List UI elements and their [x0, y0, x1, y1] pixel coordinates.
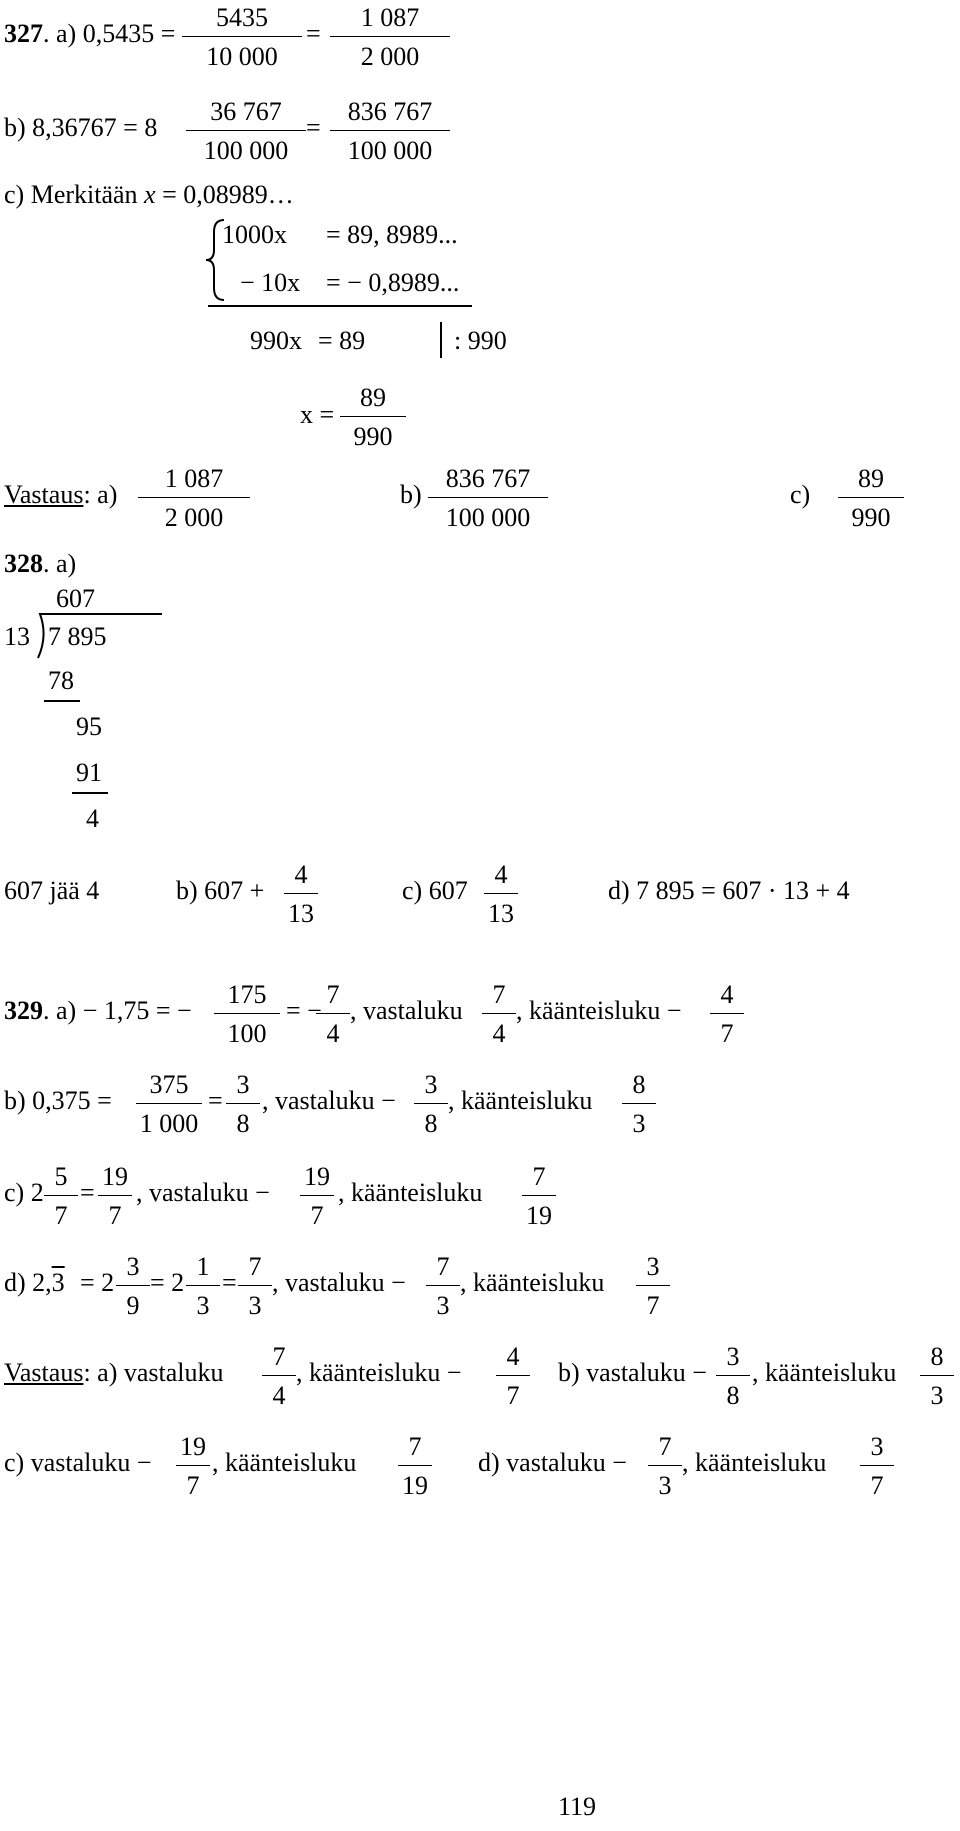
p329-c-frac1 — [44, 1159, 78, 1232]
p329-ans2-ck-frac — [398, 1429, 432, 1502]
numerator: 8 — [920, 1339, 954, 1376]
p329-a-v: , vastaluku — [350, 996, 463, 1025]
p327-c-lead: c) Merkitään — [4, 180, 138, 209]
p327-b-lead: b) 8,36767 = 8 — [4, 113, 158, 142]
denominator: 19 — [402, 1471, 428, 1500]
denominator: 13 — [488, 899, 514, 928]
denominator: 3 — [658, 1471, 672, 1500]
p329-d-eq2: = 2 — [150, 1268, 185, 1297]
numerator: 19 — [300, 1159, 334, 1196]
p327-c-line — [4, 180, 294, 210]
denominator: 7 — [506, 1381, 520, 1410]
denominator: 100 000 — [347, 136, 433, 165]
p329-ans2-d: d) vastaluku − — [478, 1448, 627, 1477]
problem-number: 328 — [4, 549, 43, 578]
repeating-digit: 3 — [51, 1268, 65, 1297]
p329-b-frac1 — [136, 1067, 202, 1140]
p329-ans1-b-frac — [716, 1339, 750, 1412]
numerator: 8 — [622, 1067, 656, 1104]
numerator: 4 — [284, 857, 318, 894]
p329-d-frac2 — [186, 1249, 220, 1322]
denominator: 100 000 — [445, 503, 531, 532]
numerator: 3 — [414, 1067, 448, 1104]
denominator: 7 — [720, 1019, 734, 1048]
p329-c-v: , vastaluku − — [136, 1178, 270, 1207]
denominator: 8 — [726, 1381, 740, 1410]
p329-ans2-dk: , käänteisluku — [682, 1448, 827, 1477]
p327-b-eq: = — [306, 113, 321, 142]
p329-c-eq: = — [80, 1178, 95, 1207]
p327-answer-c-frac — [838, 461, 904, 534]
denominator: 2 000 — [360, 42, 420, 71]
denominator: 3 — [248, 1291, 262, 1320]
numerator: 19 — [176, 1429, 210, 1466]
p327-sys2-lhs: − 10x — [240, 268, 301, 297]
numerator: 7 — [522, 1159, 556, 1196]
answer-label: Vastaus — [4, 480, 84, 509]
numerator: 1 — [186, 1249, 220, 1286]
numerator: 19 — [98, 1159, 132, 1196]
denominator: 8 — [424, 1109, 438, 1138]
p327-res-rhs: = 89 — [318, 326, 366, 355]
numerator: 3 — [636, 1249, 670, 1286]
p329-d-v: , vastaluku − — [272, 1268, 406, 1297]
p329-b-vfrac — [414, 1067, 448, 1140]
numerator: 175 — [214, 977, 280, 1014]
denominator: 7 — [310, 1201, 324, 1230]
numerator: 1 087 — [138, 461, 250, 498]
p329-a-frac2 — [316, 977, 350, 1050]
p327-b-frac2 — [330, 94, 450, 167]
p327-a-eq: = — [306, 19, 321, 48]
problem-number: 327 — [4, 19, 43, 48]
denominator: 3 — [436, 1291, 450, 1320]
division-divisor: 13 — [4, 622, 30, 651]
p329-c-k: , käänteisluku — [338, 1178, 483, 1207]
p328-res-a: 607 jää 4 — [4, 876, 100, 905]
division-dividend: 7 895 — [48, 622, 107, 651]
p329-a-eq: = − — [286, 996, 322, 1025]
p327-b-frac1 — [186, 94, 306, 167]
p329-d-frac1 — [116, 1249, 150, 1322]
p329-ans2-c: c) vastaluku − — [4, 1448, 152, 1477]
p327-a-lead: . a) 0,5435 = — [43, 19, 176, 48]
denominator: 13 — [288, 899, 314, 928]
p327-a-line — [4, 19, 175, 49]
p329-ans1-bk-frac — [920, 1339, 954, 1412]
numerator: 3 — [116, 1249, 150, 1286]
numerator: 36 767 — [186, 94, 306, 131]
p329-b-eq: = — [208, 1086, 223, 1115]
answer-a: : a) vastaluku — [83, 1358, 224, 1387]
p329-a-vfrac — [482, 977, 516, 1050]
p327-answer-c: c) — [790, 480, 811, 509]
p329-d-lead: d) 2, — [4, 1268, 52, 1297]
numerator: 7 — [648, 1429, 682, 1466]
numerator: 89 — [340, 380, 406, 417]
p329-ans1-a — [4, 1358, 224, 1388]
p329-ans2-dk-frac — [860, 1429, 894, 1502]
denominator: 7 — [646, 1291, 660, 1320]
system-sum-rule — [208, 305, 472, 307]
numerator: 836 767 — [330, 94, 450, 131]
p327-sys2-rhs: = − 0,8989... — [326, 268, 460, 297]
division-remainder1: 95 — [76, 712, 102, 741]
p327-res-op: : 990 — [454, 326, 507, 355]
numerator: 3 — [226, 1067, 260, 1104]
p327-answer-b: b) — [400, 480, 422, 509]
p327-sys1-rhs: = 89, 8989... — [326, 220, 458, 249]
denominator: 19 — [526, 1201, 552, 1230]
numerator: 7 — [262, 1339, 296, 1376]
operation-divider — [440, 322, 442, 358]
denominator: 1 000 — [139, 1109, 199, 1138]
p328-res-d: d) 7 895 = 607 · 13 + 4 — [608, 876, 850, 905]
p329-ans1-a-frac — [262, 1339, 296, 1412]
numerator: 5 — [44, 1159, 78, 1196]
p327-sys1-lhs: 1000x — [222, 220, 287, 249]
numerator: 7 — [482, 977, 516, 1014]
p329-ans2-ck: , käänteisluku — [212, 1448, 357, 1477]
denominator: 100 — [227, 1019, 267, 1048]
p329-b-frac2 — [226, 1067, 260, 1140]
p329-d-kfrac — [636, 1249, 670, 1322]
p329-a-kfrac — [710, 977, 744, 1050]
numerator: 7 — [398, 1429, 432, 1466]
p328-res-b: b) 607 + — [176, 876, 265, 905]
denominator: 7 — [870, 1471, 884, 1500]
denominator: 990 — [851, 503, 891, 532]
numerator: 836 767 — [428, 461, 548, 498]
p329-d-line — [4, 1268, 65, 1298]
p329-ans2-d-frac — [648, 1429, 682, 1502]
denominator: 10 000 — [206, 42, 278, 71]
denominator: 4 — [326, 1019, 340, 1048]
denominator: 9 — [126, 1291, 140, 1320]
denominator: 3 — [632, 1109, 646, 1138]
division-subtract1: 78 — [48, 666, 74, 695]
denominator: 3 — [930, 1381, 944, 1410]
problem-number: 329 — [4, 996, 43, 1025]
p328-head-rest: . a) — [43, 549, 77, 578]
p329-d-eq1: = 2 — [80, 1268, 115, 1297]
p329-c-vfrac — [300, 1159, 334, 1232]
p329-c-frac2 — [98, 1159, 132, 1232]
numerator: 7 — [426, 1249, 460, 1286]
p329-b-kfrac — [622, 1067, 656, 1140]
denominator: 2 000 — [164, 503, 224, 532]
numerator: 4 — [496, 1339, 530, 1376]
numerator: 5435 — [182, 0, 302, 37]
denominator: 8 — [236, 1109, 250, 1138]
p329-a-k: , käänteisluku − — [516, 996, 682, 1025]
division-quotient: 607 — [56, 584, 95, 613]
denominator: 7 — [54, 1201, 68, 1230]
p329-a-lead — [4, 996, 192, 1026]
answer-label: Vastaus — [4, 1358, 84, 1387]
denominator: 4 — [492, 1019, 506, 1048]
p329-c-kfrac — [522, 1159, 556, 1232]
p329-b-k: , käänteisluku — [448, 1086, 593, 1115]
numerator: 89 — [838, 461, 904, 498]
numerator: 7 — [238, 1249, 272, 1286]
numerator: 7 — [316, 977, 350, 1014]
denominator: 4 — [272, 1381, 286, 1410]
denominator: 7 — [186, 1471, 200, 1500]
p327-answer-label — [4, 480, 117, 510]
answer-a: : a) — [83, 480, 118, 509]
p327-xeq-lhs: x = — [300, 400, 335, 429]
denominator: 3 — [196, 1291, 210, 1320]
numerator: 3 — [860, 1429, 894, 1466]
numerator: 4 — [484, 857, 518, 894]
p327-xeq-frac — [340, 380, 406, 453]
p329-ans1-bk: , käänteisluku — [752, 1358, 897, 1387]
p328-head — [4, 549, 76, 579]
numerator: 4 — [710, 977, 744, 1014]
numerator: 1 087 — [330, 0, 450, 37]
p329-a-frac1 — [214, 977, 280, 1050]
denominator: 7 — [108, 1201, 122, 1230]
division-rule1 — [44, 700, 80, 702]
denominator: 990 — [353, 422, 393, 451]
p329-ans2-c-frac — [176, 1429, 210, 1502]
p329-b-v: , vastaluku − — [262, 1086, 396, 1115]
p327-c-rest: = 0,08989… — [162, 180, 294, 209]
denominator: 100 000 — [203, 136, 289, 165]
division-remainder: 4 — [86, 804, 99, 833]
variable: x — [144, 180, 156, 209]
numerator: 3 — [716, 1339, 750, 1376]
p327-a-frac1 — [182, 0, 302, 73]
p327-res-lhs: 990x — [250, 326, 302, 355]
division-rule2 — [72, 792, 108, 794]
p329-a-lead-text: . a) − 1,75 = − — [43, 996, 192, 1025]
page-number: 119 — [558, 1792, 597, 1821]
p329-d-vfrac — [426, 1249, 460, 1322]
p327-a-frac2 — [330, 0, 450, 73]
p328-res-b-frac — [284, 857, 318, 930]
p328-res-c: c) 607 — [402, 876, 468, 905]
p329-ans1-ak-frac — [496, 1339, 530, 1412]
p329-d-frac3 — [238, 1249, 272, 1322]
p329-ans1-b: b) vastaluku − — [558, 1358, 707, 1387]
p329-d-eq3: = — [222, 1268, 237, 1297]
p329-c-lead: c) 2 — [4, 1178, 44, 1207]
p327-answer-b-frac — [428, 461, 548, 534]
p329-d-k: , käänteisluku — [460, 1268, 605, 1297]
division-subtract2: 91 — [76, 758, 102, 787]
p329-ans1-ak: , käänteisluku − — [296, 1358, 462, 1387]
p328-res-c-frac — [484, 857, 518, 930]
p329-b-lead: b) 0,375 = — [4, 1086, 112, 1115]
numerator: 375 — [136, 1067, 202, 1104]
p327-answer-a-frac — [138, 461, 250, 534]
